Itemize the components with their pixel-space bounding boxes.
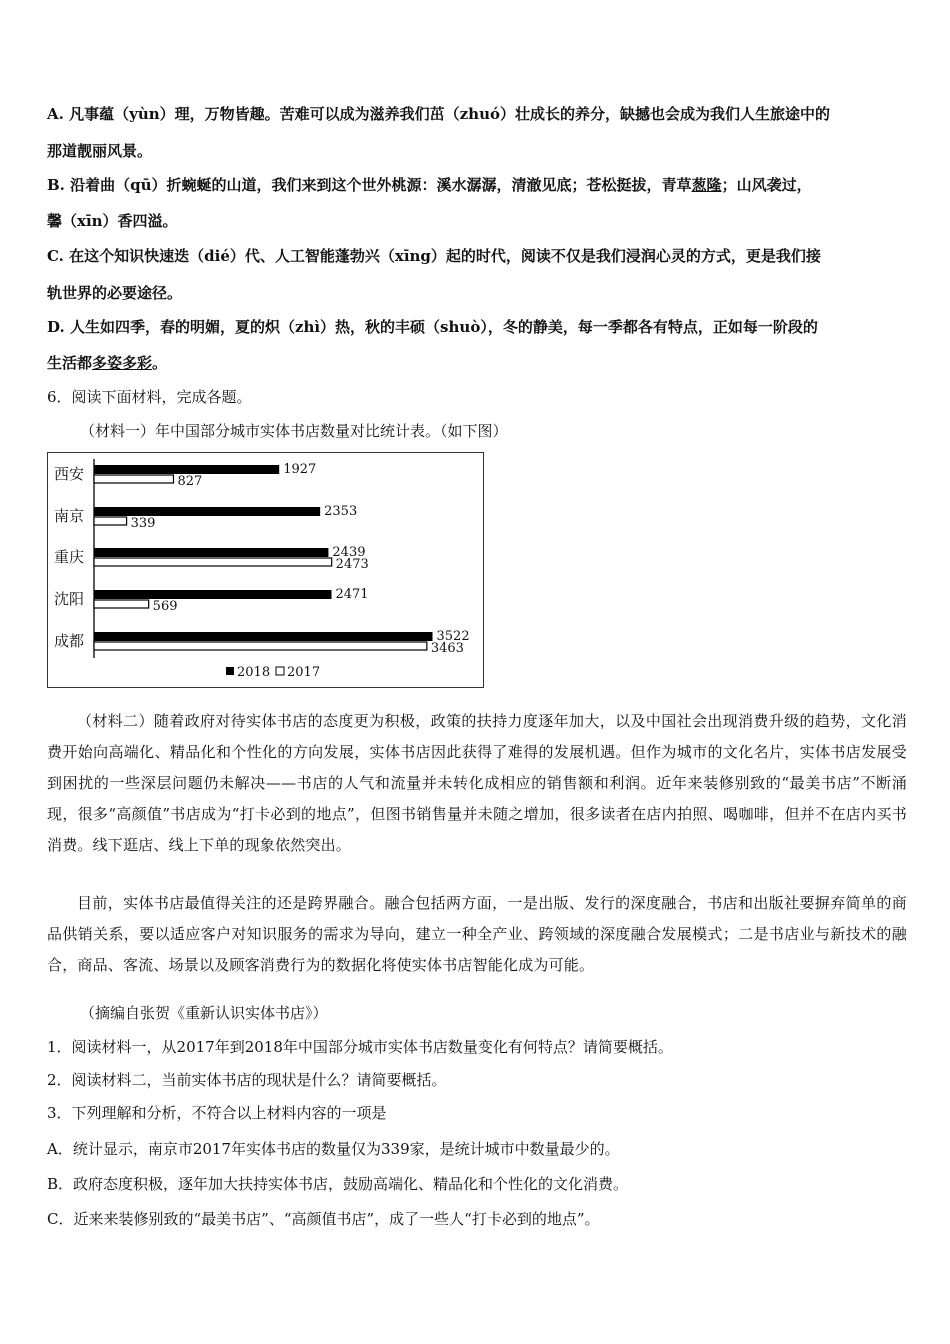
value-label-2018: 2439 xyxy=(332,545,366,560)
bar-chart-svg xyxy=(48,453,485,689)
option-letter: B. xyxy=(47,176,65,194)
underlined-word: 多姿多彩 xyxy=(92,354,153,372)
choice-c: C．近来来装修别致的“最美书店”、“高颜值书店”，成了一些人“打卡必到的地点”。 xyxy=(47,1210,600,1228)
question-6-title: 6．阅读下面材料，完成各题。 xyxy=(47,388,252,406)
value-label-2018: 2353 xyxy=(324,504,358,519)
bar-2017 xyxy=(94,517,127,525)
option-b xyxy=(47,174,910,195)
category-label: 沈阳 xyxy=(54,590,85,608)
value-label-2017: 339 xyxy=(130,516,156,531)
bar-2018 xyxy=(94,548,328,557)
bar-2018 xyxy=(94,507,320,516)
option-letter: D. xyxy=(47,318,65,336)
choice-a: A．统计显示，南京市2017年实体书店的数量仅为339家，是统计城市中数量最少的。 xyxy=(47,1140,620,1158)
option-text: 在这个知识快速迭（dié）代、人工智能蓬勃兴（xīng）起的时代，阅读不仅是我们浸润心灵的方式，更是我们接 xyxy=(69,247,821,265)
value-label-2017: 569 xyxy=(152,599,178,614)
option-text: 生活都 xyxy=(47,354,93,372)
legend-label-2018: 2018 xyxy=(237,665,271,680)
option-text: 凡事蕴（yùn）理，万物皆趣。苦难可以成为滋养我们茁（zhuó）壮成长的养分，缺撼也会成为我们人生旅途中的 xyxy=(69,105,830,123)
category-label: 重庆 xyxy=(54,548,85,566)
question-2: 2．阅读材料二，当前实体书店的现状是什么？请简要概括。 xyxy=(47,1071,447,1089)
bar-2017 xyxy=(94,558,332,566)
option-a-cont: 那道靓丽风景。 xyxy=(47,142,153,160)
option-text: 沿着曲（qū）折蜿蜒的山道，我们来到这个世外桃源：溪水潺潺，清澈见底；苍松挺拔，青草 xyxy=(70,176,692,194)
category-label: 西安 xyxy=(54,465,85,483)
value-label-2018: 2471 xyxy=(335,587,369,602)
bar-2017 xyxy=(94,475,173,483)
option-c-cont: 轨世界的必要途径。 xyxy=(47,284,183,302)
option-d xyxy=(47,316,910,337)
option-text: 。 xyxy=(152,354,168,372)
option-a xyxy=(47,103,910,124)
bar-2017 xyxy=(94,600,149,608)
option-c xyxy=(47,245,910,266)
value-label-2018: 3522 xyxy=(436,629,470,644)
value-label-2017: 3463 xyxy=(430,641,464,656)
option-letter: A. xyxy=(47,105,64,123)
question-3: 3．下列理解和分析，不符合以上材料内容的一项是 xyxy=(47,1104,387,1122)
bar-2017 xyxy=(94,642,427,650)
legend-swatch-2017 xyxy=(276,667,284,675)
option-letter: C. xyxy=(47,247,64,265)
underlined-word: 葱隆 xyxy=(691,176,722,194)
category-label: 南京 xyxy=(54,507,85,525)
bar-2018 xyxy=(94,465,279,474)
material1-caption: （材料一）年中国部分城市实体书店数量对比统计表。（如下图） xyxy=(80,422,508,440)
option-text: ；山风袭过， xyxy=(721,176,812,194)
bar-2018 xyxy=(94,632,433,641)
legend-label-2017: 2017 xyxy=(287,665,321,680)
material3-paragraph: 目前，实体书店最值得关注的还是跨界融合。融合包括两方面，一是出版、发行的深度融合，书店和出版社要摒弃简单的商品供销关系，要以适应客户对知识服务的需求为导向，建立一种全产业、跨领域的深度融合发展模式；二是书店业与新技术的融合，商品、客流、场景以及顾客消费行为的数据化将使实体书店智能化成为可能。 xyxy=(47,894,907,974)
choice-b: B．政府态度积极，逐年加大扶持实体书店，鼓励高端化、精品化和个性化的文化消费。 xyxy=(47,1175,629,1193)
value-label-2017: 2473 xyxy=(335,557,369,572)
value-label-2017: 827 xyxy=(177,474,203,489)
legend-swatch-2018 xyxy=(226,667,234,675)
option-d-cont xyxy=(47,352,910,373)
question-1: 1．阅读材料一，从2017年到2018年中国部分城市实体书店数量变化有何特点？请简要概括。 xyxy=(47,1038,673,1056)
source-citation: （摘编自张贺《重新认识实体书店》） xyxy=(80,1004,328,1022)
value-label-2018: 1927 xyxy=(283,462,317,477)
bar-2018 xyxy=(94,590,331,599)
material2-paragraph: （材料二）随着政府对待实体书店的态度更为积极，政策的扶持力度逐年加大，以及中国社会出现消费升级的趋势，文化消费开始向高端化、精品化和个性化的方向发展，实体书店因此获得了难得的发展机遇。但作为城市的文化名片，实体书店发展受到困扰的一些深层问题仍未解决——书店的人气和流量并未转化成相应的销售额和利润。近年来装修别致的“最美书店”不断涌现，很多“高颜值”书店成为“打卡必到的地点”，但图书销售量并未随之增加，很多读者在店内拍照、喝咖啡，但并不在店内买书消费。线下逛店、线上下单的现象依然突出。 xyxy=(47,712,907,854)
bar-chart xyxy=(47,452,484,688)
option-b-cont: 馨（xīn）香四溢。 xyxy=(47,212,178,230)
category-label: 成都 xyxy=(54,632,85,650)
option-text: 人生如四季，春的明媚，夏的炽（zhì）热，秋的丰硕（shuò），冬的静美，每一季都各有特点，正如每一阶段的 xyxy=(69,318,818,336)
